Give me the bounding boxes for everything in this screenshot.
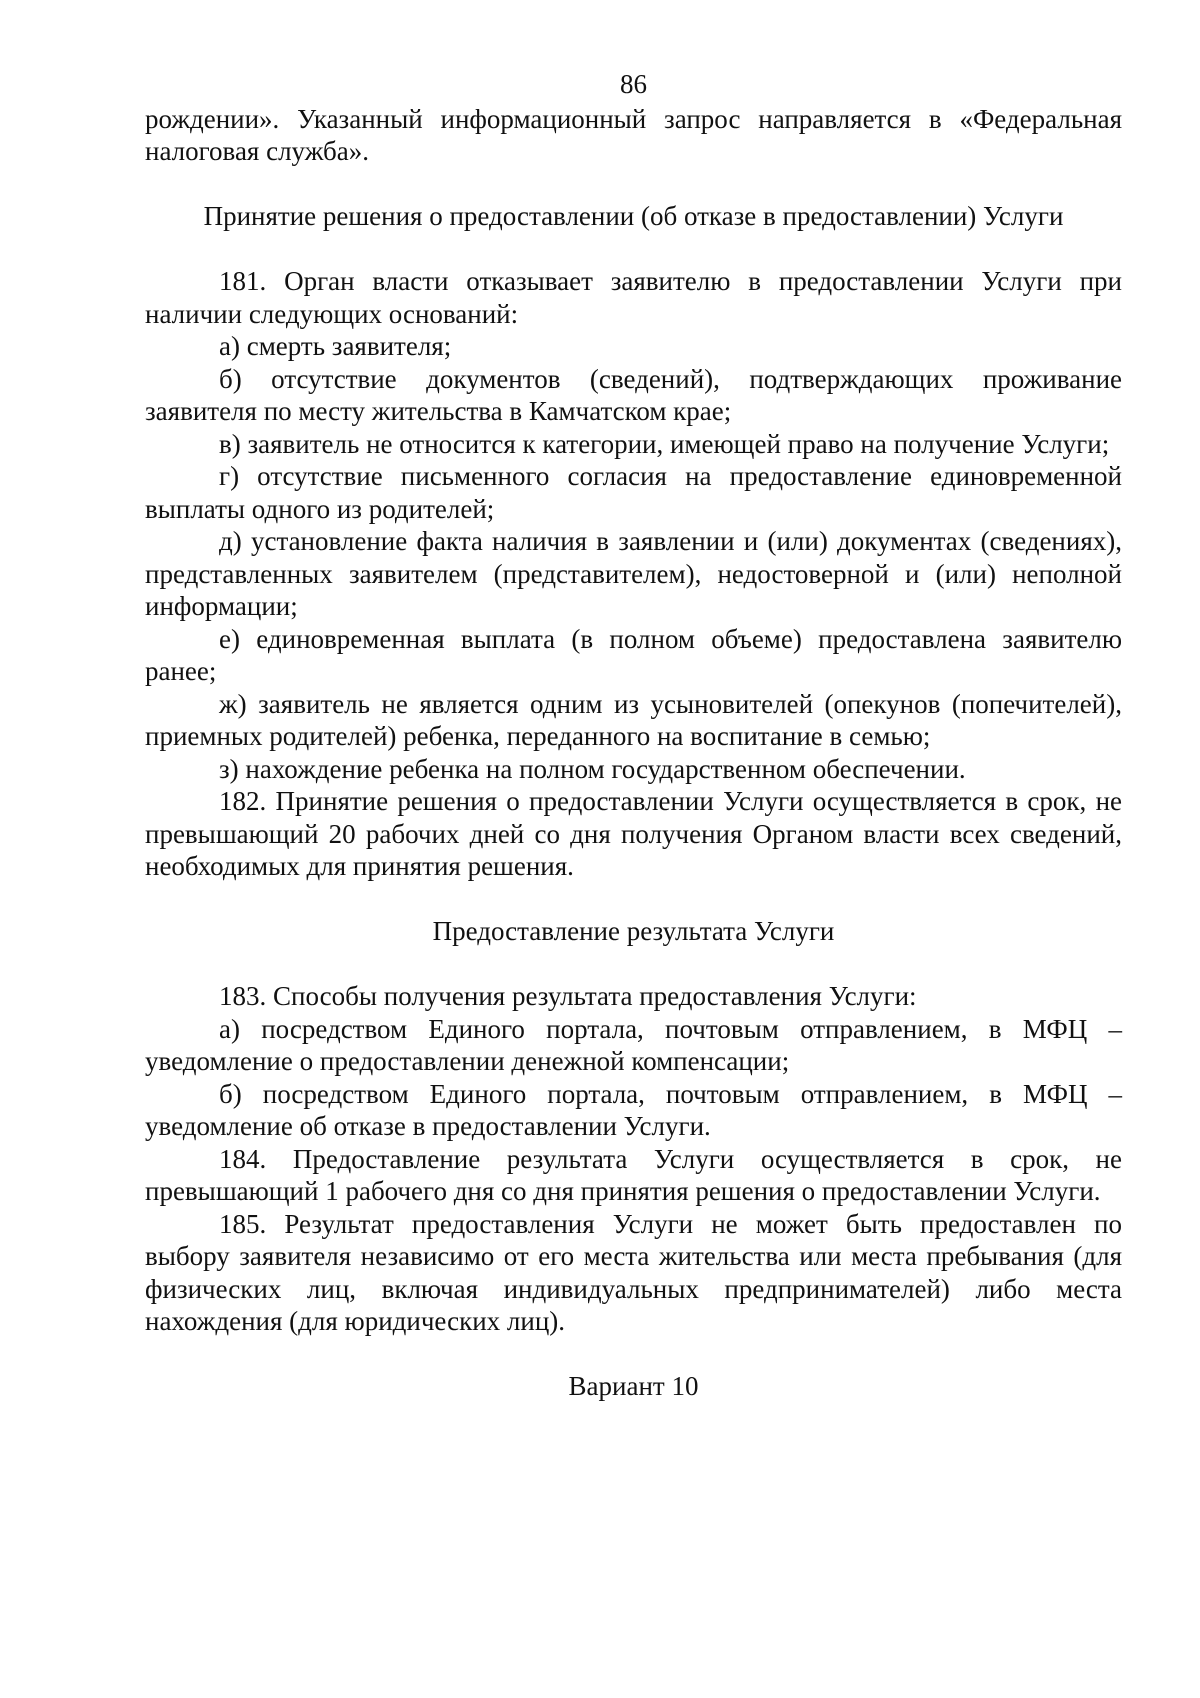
paragraph-184: 184. Предоставление результата Услуги осуществляется в срок, не превышающий 1 рабочего дня со дня принятия решения о предоставлении Услуги.: [145, 1143, 1122, 1206]
list-item-e: е) единовременная выплата (в полном объеме) предоставлена заявителю ранее;: [145, 623, 1122, 686]
document-page: [145, 68, 1122, 1403]
paragraph-181: 181. Орган власти отказывает заявителю в предоставлении Услуги при наличии следующих оснований:: [145, 266, 1122, 329]
list-item-a: а) посредством Единого портала, почтовым отправлением, в МФЦ – уведомление о предоставлении денежной компенсации;: [145, 1013, 1122, 1076]
list-item-g: г) отсутствие письменного согласия на предоставление единовременной выплаты одного из родителей;: [145, 461, 1122, 524]
list-item-d: д) установление факта наличия в заявлении и (или) документах (сведениях), представленных заявителем (представителем), недостоверной и (или) неполной информации;: [145, 526, 1122, 621]
list-item-b: б) посредством Единого портала, почтовым отправлением, в МФЦ – уведомление об отказе в предоставлении Услуги.: [145, 1078, 1122, 1141]
spacer: [145, 233, 1122, 266]
spacer: [145, 168, 1122, 201]
paragraph-182: 182. Принятие решения о предоставлении Услуги осуществляется в срок, не превышающий 20 рабочих дней со дня получения Органом власти всех сведений, необходимых для принятия решения.: [145, 786, 1122, 881]
list-item-a: а) смерть заявителя;: [219, 331, 452, 361]
variant-heading: Вариант 10: [568, 1371, 699, 1401]
page-number: 86: [620, 69, 647, 99]
spacer: [145, 883, 1122, 916]
intro-paragraph: рождении». Указанный информационный запрос направляется в «Федеральная налоговая служба».: [145, 103, 1122, 166]
section-heading-decision: Принятие решения о предоставлении (об отказе в предоставлении) Услуги: [203, 201, 1064, 231]
list-item-b: б) отсутствие документов (сведений), подтверждающих проживание заявителя по месту жительства в Камчатском крае;: [145, 363, 1122, 426]
list-item-zh: ж) заявитель не является одним из усыновителей (опекунов (попечителей), приемных родителей) ребенка, переданного на воспитание в семью;: [145, 688, 1122, 751]
list-item-z: з) нахождение ребенка на полном государственном обеспечении.: [219, 753, 966, 784]
spacer: [145, 948, 1122, 981]
section-heading-result: Предоставление результата Услуги: [432, 916, 835, 946]
spacer: [145, 1338, 1122, 1371]
list-item-v: в) заявитель не относится к категории, имеющей право на получение Услуги;: [219, 428, 1110, 459]
paragraph-185: 185. Результат предоставления Услуги не может быть предоставлен по выбору заявителя независимо от его места жительства или места пребывания (для физических лиц, включая индивидуальных предпринимателей) либо места нахождения (для юридических лиц).: [145, 1208, 1122, 1336]
paragraph-183: 183. Способы получения результата предоставления Услуги:: [219, 981, 917, 1011]
